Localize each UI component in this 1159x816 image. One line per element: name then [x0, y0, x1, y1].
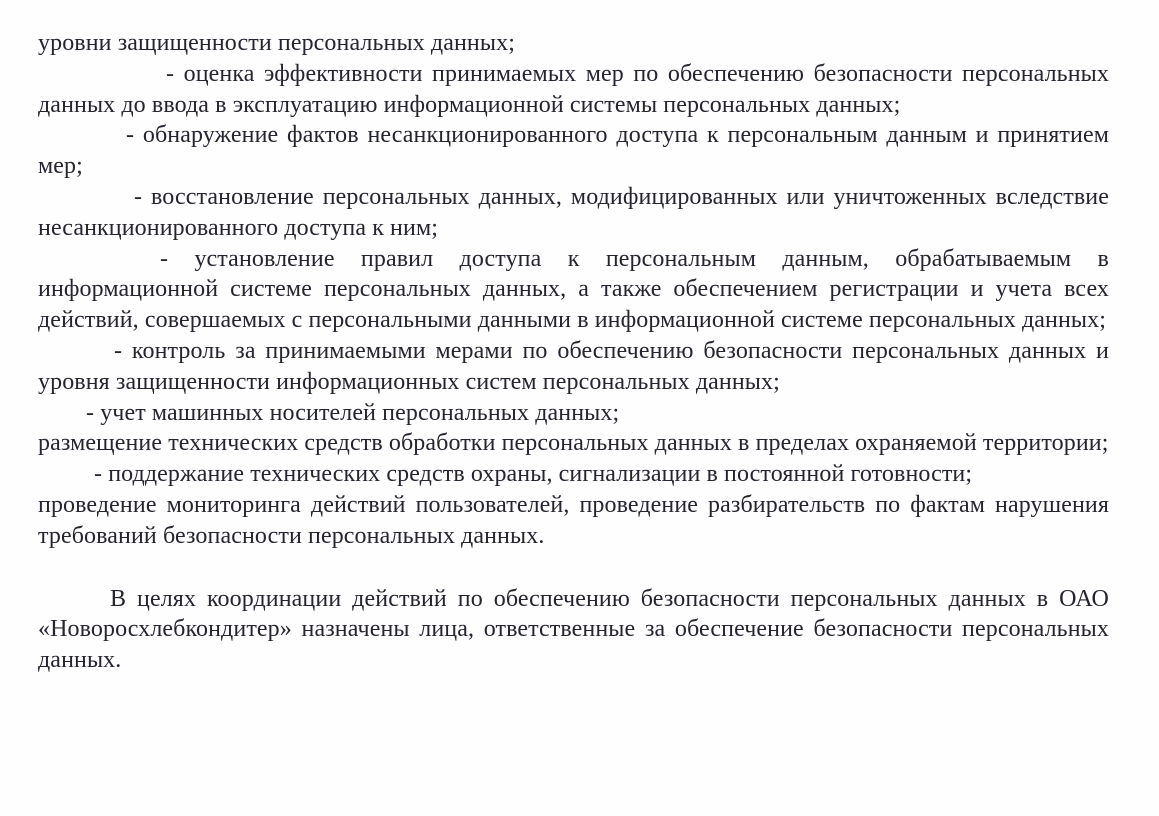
paragraph-security-equipment-readiness: - поддержание технических средств охраны, сигнализации в постоянной готовности; [94, 461, 973, 488]
paragraph-control-measures: - контроль за принимаемыми мерами по обеспечению безопасности персональных данных и уровня защищенности информационных систем персональных данных; [38, 337, 1109, 395]
paragraph-media-accounting: - учет машинных носителей персональных данных; [86, 399, 620, 426]
paragraph-efficiency-assessment: - оценка эффективности принимаемых мер по обеспечению безопасности персональных данных до ввода в эксплуатацию информационной системы персональных данных; [38, 60, 1109, 118]
paragraph-access-rules: - установление правил доступа к персональным данным, обрабатываемым в информационной системе персональных данных, а также обеспечением регистрации и учета всех действий, совершаемых с персональными данными в информационной системе персональных данных; [38, 245, 1109, 334]
paragraph-user-monitoring: проведение мониторинга действий пользователей, проведение разбирательств по фактам нарушения требований безопасности персональных данных. [38, 491, 1109, 549]
paragraph-responsible-persons: В целях координации действий по обеспечению безопасности персональных данных в ОАО «Новоросхлебкондитер» назначены лица, ответственные за обеспечение безопасности персональных данных. [38, 585, 1109, 674]
paragraph-security-levels: уровни защищенности персональных данных; [38, 30, 515, 56]
document-body [38, 28, 1109, 676]
paragraph-equipment-placement: размещение технических средств обработки персональных данных в пределах охраняемой территории; [38, 430, 1109, 457]
paragraph-unauthorized-access-detection: - обнаружение фактов несанкционированного доступа к персональным данным и принятием мер; [38, 122, 1109, 180]
paragraph-data-restoration: - восстановление персональных данных, модифицированных или уничтоженных вследствие несанкционированного доступа к ним; [38, 183, 1109, 241]
